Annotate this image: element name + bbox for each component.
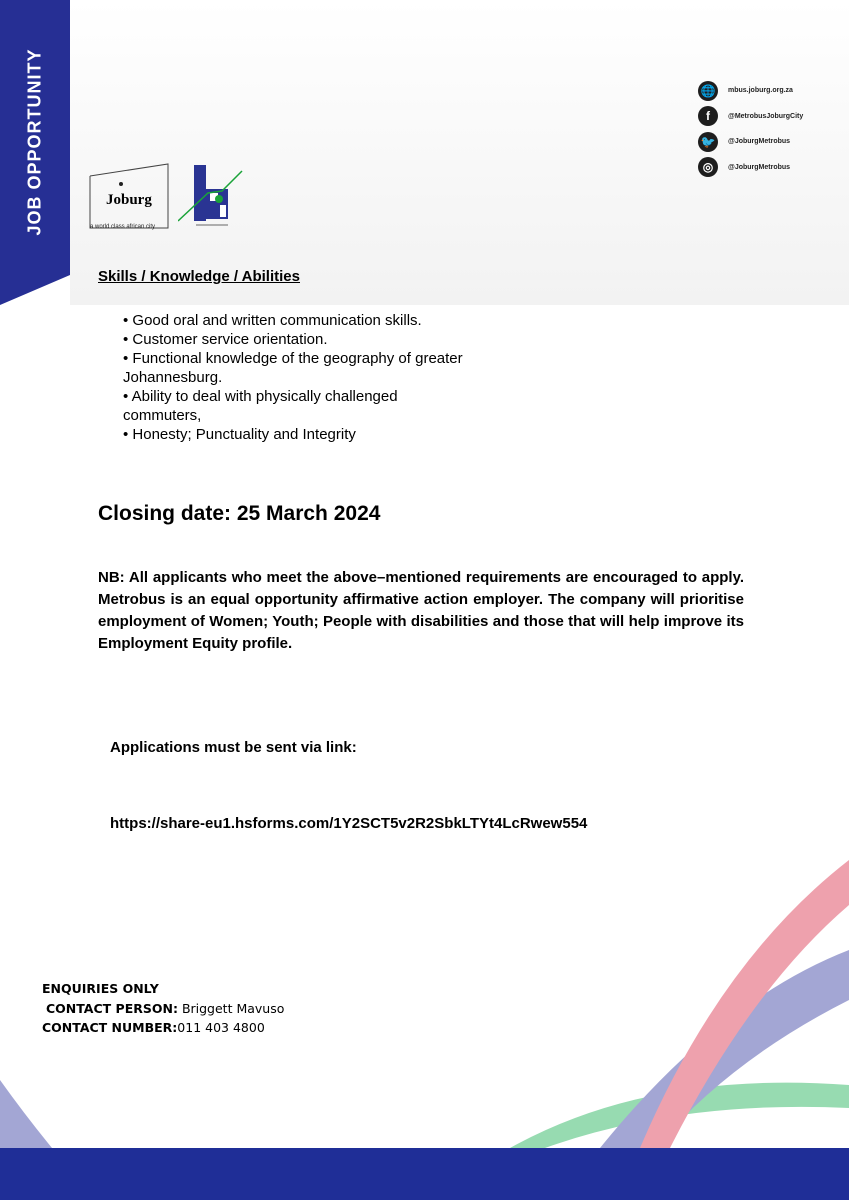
facebook-icon: f [698,106,718,126]
enquiries-title: ENQUIRIES ONLY [42,981,159,996]
social-row-instagram[interactable] [698,155,803,181]
job-opportunity-banner [0,0,70,305]
list-item: • Functional knowledge of the geography of greater Johannesburg. [123,350,463,386]
metrobus-logo-icon [178,163,248,228]
social-row-facebook[interactable] [698,104,803,130]
facebook-text[interactable]: @MetrobusJoburgCity [728,112,804,120]
website-text[interactable]: mbus.joburg.org.za [728,87,793,95]
twitter-text[interactable]: @JoburgMetrobus [728,138,791,146]
footer-bar [0,1148,849,1200]
joburg-tagline: a world class african city [90,224,156,230]
instagram-icon: ◎ [698,157,718,177]
application-link[interactable]: https://share-eu1.hsforms.com/1Y2SCT5v2R2SbkLTYt4LcRwew554 [110,815,588,832]
enquiries-block [42,979,284,1038]
nb-paragraph: NB: All applicants who meet the above–mentioned requirements are encouraged to apply. Metrobus is an equal opportunity affirmative action employer. The company will prioritise employment of Women; Youth; People with disabilities and those that will help improve its Employment Equity profile. [98,569,744,652]
application-instruction: Applications must be sent via link: [110,739,357,756]
closing-date: Closing date: 25 March 2024 [98,502,381,525]
list-item: • Ability to deal with physically challenged commuters, [123,388,398,424]
joburg-logo-text: Joburg [106,192,152,208]
social-links [698,78,803,180]
social-row-twitter[interactable] [698,129,803,155]
contact-number [42,1018,284,1038]
list-item: • Customer service orientation. [123,331,328,348]
list-item: • Honesty; Punctuality and Integrity [123,426,356,443]
contact-person [42,999,284,1019]
instagram-text[interactable]: @JoburgMetrobus [728,163,791,171]
skills-list [123,311,523,444]
globe-icon: 🌐 [698,81,718,101]
contact-number-value[interactable]: 011 403 4800 [177,1020,265,1035]
skills-heading: Skills / Knowledge / Abilities [98,268,300,285]
banner-label: JOB OPPORTUNITY [24,48,45,236]
joburg-logo-mark [88,162,170,230]
contact-number-label: CONTACT NUMBER: [42,1020,178,1035]
list-item: • Good oral and written communication skills. [123,312,422,329]
social-row-website[interactable] [698,78,803,104]
contact-person-label: CONTACT PERSON: [45,1000,178,1016]
twitter-icon: 🐦 [698,132,718,152]
contact-person-value: Briggett Mavuso [181,1000,285,1016]
joburg-logo [88,162,170,236]
